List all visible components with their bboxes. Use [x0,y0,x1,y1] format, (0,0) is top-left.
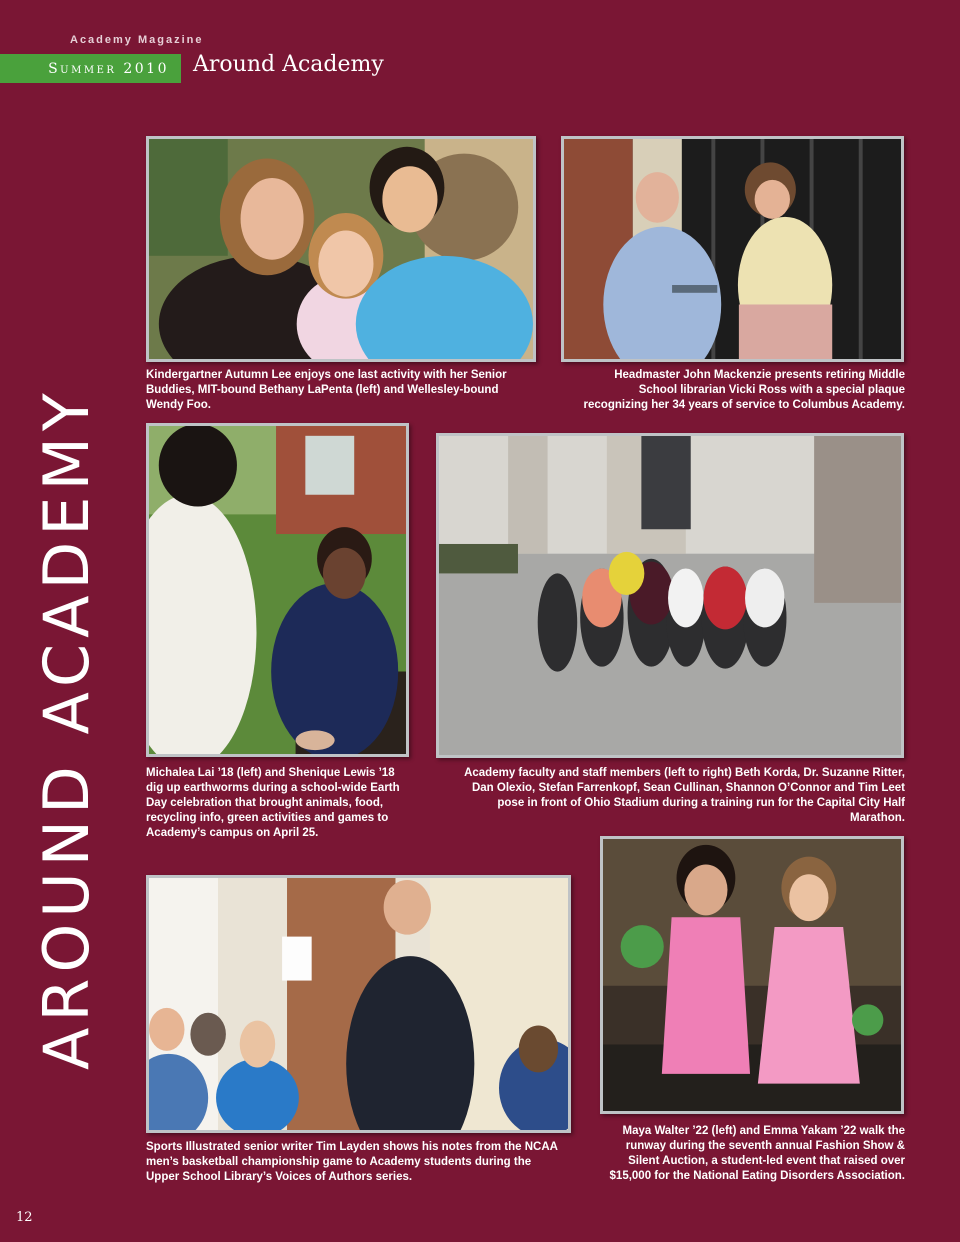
photo-headmaster-plaque [561,136,904,362]
caption-fashion-show: Maya Walter ’22 (left) and Emma Yakam ’22 walk the runway during the seventh annual Fashion Show & Silent Auction, a student-led event that raised over $15,000 for the National Eating Disorders Association. [609,1125,905,1182]
caption-earth-day: Michalea Lai ’18 (left) and Shenique Lewis ’18 dig up earthworms during a school-wide Earth Day celebration that brought animals, food, recycling info, green activities and games to Academy’s campus on April 25. [146,767,400,839]
page-number: 12 [16,1210,33,1225]
photo-author-visit [146,875,571,1133]
photo-fashion-show [600,836,904,1114]
vertical-section-title: AROUND ACADEMY [30,387,103,1070]
caption-senior-buddies: Kindergartner Autumn Lee enjoys one last activity with her Senior Buddies, MIT-bound Bethany LaPenta (left) and Wellesley-bound Wendy Foo. [146,369,507,411]
issue-label: Summer 2010 [0,54,181,83]
magazine-name: Academy Magazine [70,34,204,46]
section-title: Around Academy [193,52,384,77]
caption-headmaster-plaque: Headmaster John Mackenzie presents retiring Middle School librarian Vicki Ross with a special plaque recognizing her 34 years of service to Columbus Academy. [583,369,905,411]
photo-faculty-run [436,433,904,758]
caption-faculty-run: Academy faculty and staff members (left to right) Beth Korda, Dr. Suzanne Ritter, Dan Olexio, Stefan Farrenkopf, Sean Cullinan, Shannon O’Connor and Tim Leet pose in front of Ohio Stadium during a training run for the Capital City Half Marathon. [464,767,905,824]
photo-senior-buddies [146,136,536,362]
caption-author-visit: Sports Illustrated senior writer Tim Layden shows his notes from the NCAA men’s basketball championship game to Academy students during the Upper School Library’s Voices of Authors series. [146,1141,558,1183]
photo-earth-day [146,423,409,757]
